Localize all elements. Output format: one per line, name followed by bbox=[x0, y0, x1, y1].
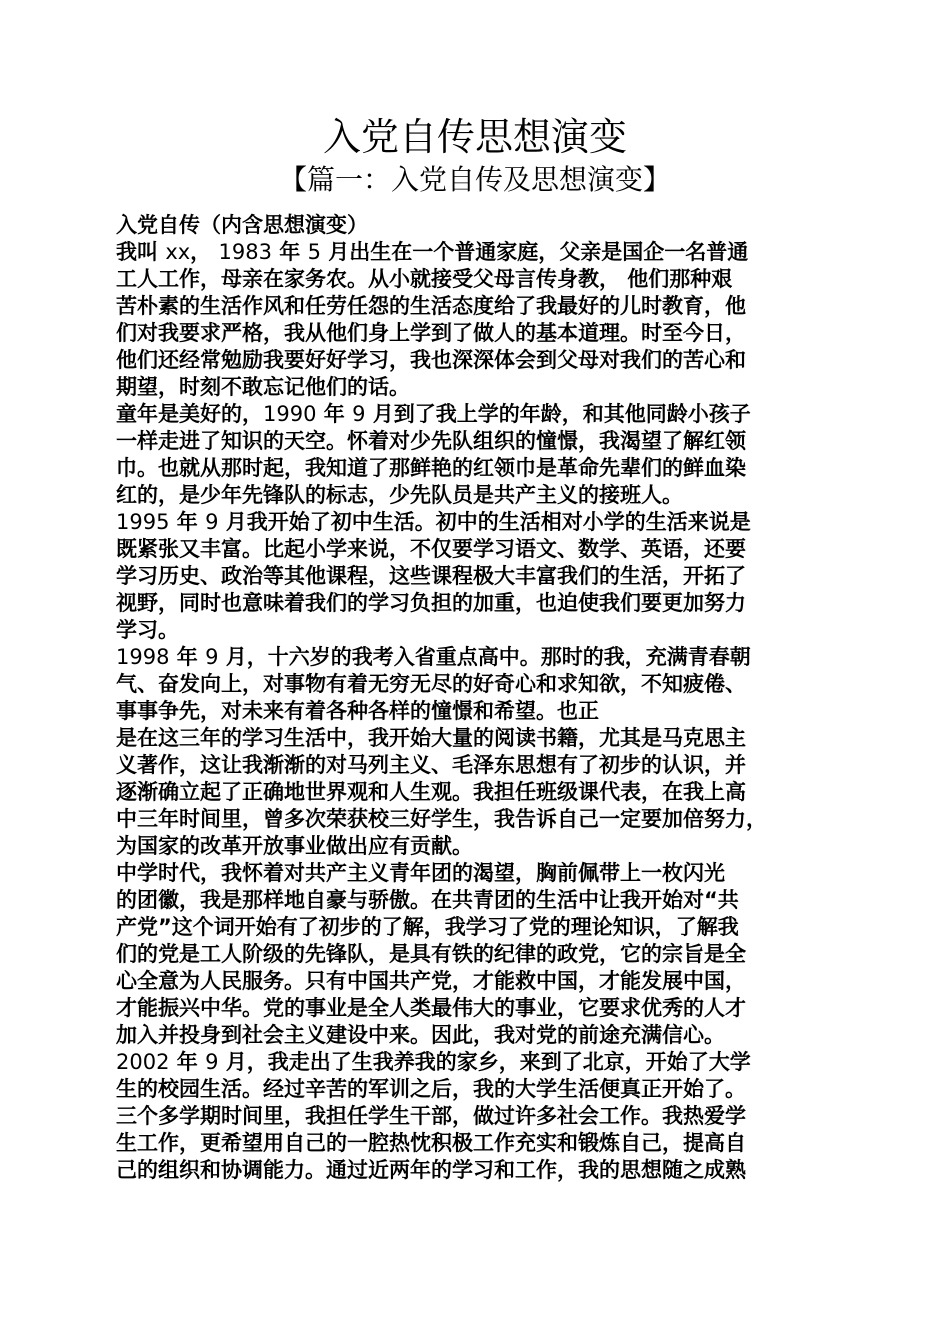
body-line: 们对我要求严格，我从他们身上学到了做人的基本道理。时至今日， bbox=[116, 321, 746, 345]
body-line: 三个多学期时间里，我担任学生干部，做过许多社会工作。我热爱学 bbox=[116, 1104, 746, 1128]
body-line: 们的党是工人阶级的先锋队，是具有铁的纪律的政党，它的宗旨是全 bbox=[116, 942, 746, 966]
body-line: 2002 年 9 月，我走出了生我养我的家乡，来到了北京，开始了大学 bbox=[116, 1050, 751, 1074]
body-line: 事事争先，对未来有着各种各样的憧憬和希望。也正 bbox=[116, 699, 599, 723]
body-line: 气、奋发向上，对事物有着无穷无尽的好奇心和求知欲，不知疲倦、 bbox=[116, 672, 746, 696]
body-line: 视野，同时也意味着我们的学习负担的加重，也迫使我们要更加努力 bbox=[116, 591, 746, 615]
body-line: 一样走进了知识的天空。怀着对少先队组织的憧憬，我渴望了解红领 bbox=[116, 429, 746, 453]
body-line: 既紧张又丰富。比起小学来说，不仅要学习语文、数学、英语，还要 bbox=[116, 537, 746, 561]
body-line: 工人工作，母亲在家务农。从小就接受父母言传身教， 他们那种艰 bbox=[116, 267, 733, 291]
body-line: 苦朴素的生活作风和任劳任怨的生活态度给了我最好的儿时教育，他 bbox=[116, 294, 746, 318]
body-line: 学习历史、政治等其他课程，这些课程极大丰富我们的生活，开拓了 bbox=[116, 564, 746, 588]
body-line: 入党自传（内含思想演变） bbox=[116, 213, 368, 237]
body-line: 心全意为人民服务。只有中国共产党，才能救中国，才能发展中国， bbox=[116, 969, 746, 993]
body-line: 红的，是少年先锋队的标志，少先队员是共产主义的接班人。 bbox=[116, 483, 683, 507]
document-body bbox=[116, 212, 846, 1184]
body-line: 中学时代，我怀着对共产主义青年团的渴望，胸前佩带上一枚闪光 bbox=[116, 861, 725, 885]
body-line: 义著作，这让我渐渐的对马列主义、毛泽东思想有了初步的认识，并 bbox=[116, 753, 746, 777]
body-line: 我叫 xx， 1983 年 5 月出生在一个普通家庭，父亲是国企一名普通 bbox=[116, 240, 749, 264]
body-line: 生工作，更希望用自己的一腔热忱积极工作充实和锻炼自己，提高自 bbox=[116, 1131, 746, 1155]
body-line: 产党”这个词开始有了初步的了解，我学习了党的理论知识，了解我 bbox=[116, 915, 739, 939]
body-line: 学习。 bbox=[116, 618, 179, 642]
body-line: 生的校园生活。经过辛苦的军训之后，我的大学生活便真正开始了。 bbox=[116, 1077, 746, 1101]
body-line: 才能振兴中华。党的事业是全人类最伟大的事业，它要求优秀的人才 bbox=[116, 996, 746, 1020]
body-line: 己的组织和协调能力。通过近两年的学习和工作，我的思想随之成熟 bbox=[116, 1158, 746, 1182]
body-line: 是在这三年的学习生活中，我开始大量的阅读书籍，尤其是马克思主 bbox=[116, 726, 746, 750]
document-subtitle: 【篇一：入党自传及思想演变】 bbox=[278, 163, 671, 196]
body-line: 1995 年 9 月我开始了初中生活。初中的生活相对小学的生活来说是 bbox=[116, 510, 751, 534]
body-line: 中三年时间里，曾多次荣获校三好学生，我告诉自己一定要加倍努力， bbox=[116, 807, 767, 831]
body-line: 他们还经常勉励我要好好学习，我也深深体会到父母对我们的苦心和 bbox=[116, 348, 746, 372]
body-line: 为国家的改革开放事业做出应有贡献。 bbox=[116, 834, 473, 858]
body-line: 巾。也就从那时起，我知道了那鲜艳的红领巾是革命先辈们的鲜血染 bbox=[116, 456, 746, 480]
body-line: 加入并投身到社会主义建设中来。因此，我对党的前途充满信心。 bbox=[116, 1023, 725, 1047]
body-line: 期望，时刻不敢忘记他们的话。 bbox=[116, 375, 410, 399]
body-line: 1998 年 9 月，十六岁的我考入省重点高中。那时的我，充满青春朝 bbox=[116, 645, 751, 669]
body-line: 的团徽，我是那样地自豪与骄傲。在共青团的生活中让我开始对“共 bbox=[116, 888, 739, 912]
document-title: 入党自传思想演变 bbox=[322, 115, 627, 159]
body-line: 童年是美好的，1990 年 9 月到了我上学的年龄，和其他同龄小孩子 bbox=[116, 402, 751, 426]
body-line: 逐渐确立起了正确地世界观和人生观。我担任班级课代表，在我上高 bbox=[116, 780, 746, 804]
